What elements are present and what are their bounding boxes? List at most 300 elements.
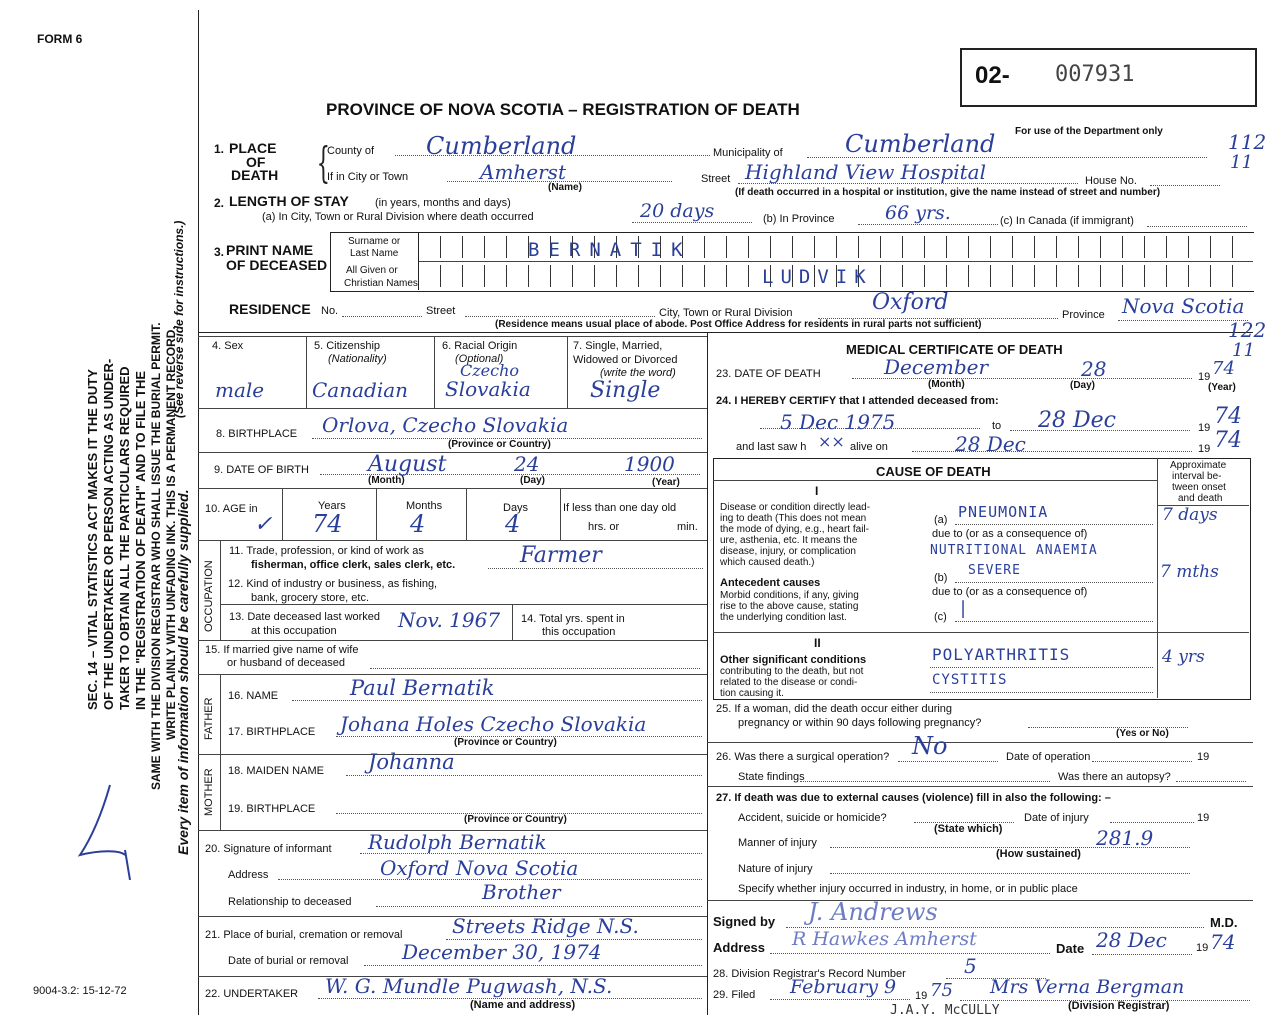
side-instruction-8: (See reverse side for instructions.) [172,220,186,418]
city-name-note: (Name) [548,182,582,193]
side-instruction-7: Every item of information should be carefully supplied. [175,489,191,855]
operation-date-line [1092,761,1192,762]
name-cell [572,265,573,287]
city-label: If in City or Town [327,171,409,183]
cause-a-line [955,524,1153,525]
interval-label-4: and death [1178,493,1223,504]
residence-province-label: Province [1062,309,1105,321]
nature-line [830,873,1190,874]
father-birthplace-value: Johana Holes Czecho Slovakia [340,712,647,736]
dob-day-note: (Day) [520,475,546,486]
attended-from: 5 Dec 1975 [780,410,896,434]
death-date-label: 23. DATE OF DEATH [716,368,821,380]
signoff-address-line [770,953,1050,954]
name-cell [638,265,639,287]
dept-mark-2: 11 [1230,152,1253,173]
undertaker-note: (Name and address) [470,999,576,1011]
manner-label: Manner of injury [738,837,817,849]
burial-date-value: December 30, 1974 [402,940,602,964]
signoff-address: R Hawkes Amherst [792,928,977,950]
age-label: 10. AGE in [205,503,258,515]
stay-sub: (in years, months and days) [375,197,511,209]
attended-label: 24. I HEREBY CERTIFY that I attended deceased from: [716,395,999,407]
cause-a-interval: 7 days [1162,505,1218,525]
cause-header: CAUSE OF DEATH [876,464,991,479]
row10-top [198,488,707,489]
record-label: 28. Division Registrar's Record Number [713,968,906,980]
age-div1 [282,488,283,540]
given-value: LUDVIK [762,266,873,288]
name-cell [946,265,947,287]
burial-place-label: 21. Place of burial, cremation or removal [205,929,403,941]
age-check: ✓ [254,512,273,537]
marital-label-2: Widowed or Divorced [573,354,678,366]
mother-birthplace-label: 19. BIRTHPLACE [228,803,316,815]
place-num: 1. [214,142,225,156]
spouse-line [370,668,700,669]
name-cell [1166,236,1167,258]
registrar-signature: Mrs Verna Bergman [990,976,1185,998]
residence-province-line [1118,320,1248,321]
mother-maiden-label: 18. MAIDEN NAME [228,765,324,777]
nature-label: Nature of injury [738,863,813,875]
specify-label: Specify whether injury occurred in industry, in home, or in public place [738,883,1078,895]
signoff-date: 28 Dec [1096,928,1167,952]
interval-label-3: tween onset [1172,482,1226,493]
death-yr-prefix: 19 [1198,371,1211,383]
filed-yr: 75 [930,980,953,1001]
left-border [198,10,199,1015]
division-registrar-note: (Division Registrar) [1068,1000,1170,1012]
place-brace: { [316,138,331,187]
residence-no-label: No. [321,305,339,317]
name-cell [1100,265,1101,287]
cause-b-interval: 7 mths [1160,562,1219,582]
citizenship-value: Canadian [312,378,409,402]
cause-due-2: due to (or as a consequence of) [932,586,1088,598]
alive-date: 28 Dec [955,432,1026,456]
surgery-label: 26. Was there a surgical operation? [716,751,890,763]
pregnancy-label-1: 25. If a woman, did the death occur either during [716,703,953,715]
hrs-label: hrs. or [588,521,620,533]
last-saw-label: and last saw h [736,441,807,453]
other-line-2 [930,692,1153,693]
attended-from-line [760,428,980,429]
name-cell [1144,265,1145,287]
side-instruction-2: OF THE UNDERTAKER OR PERSON ACTING AS UNDER- [101,358,116,710]
spouse-label-1: 15. If married give name of wife [205,644,359,656]
death-year-note: (Year) [1208,382,1236,393]
signoff-date-line [1092,954,1192,955]
years-label: Years [318,500,346,512]
relationship-label: Relationship to deceased [228,896,352,908]
cause-a-label: (a) [934,514,948,526]
external-label: 27. If death was due to external causes (violence) fill in also the following: – [716,792,1111,804]
sex-value: male [215,378,265,402]
mother-birthplace-note: (Province or Country) [464,814,567,825]
birthplace-label: 8. BIRTHPLACE [216,428,298,440]
burial-date-label: Date of burial or removal [228,955,349,967]
father-name-line [292,700,702,701]
accident-label: Accident, suicide or homicide? [738,812,887,824]
residence-no-line [342,316,422,317]
antecedent-label-3: rise to the above cause, stating [720,601,859,612]
injury-date-line [1110,822,1194,823]
row4-div1 [306,336,307,408]
birthplace-note: (Province or Country) [448,439,551,450]
father-top [198,674,707,675]
cause-c-label: (c) [934,611,947,623]
interval-label-2: interval be- [1172,471,1222,482]
dept-use-label: For use of the Department only [1015,126,1163,137]
name-cell [968,265,969,287]
name-cell [1144,236,1145,258]
marital-label-1: 7. Single, Married, [573,340,663,352]
name-cell [968,236,969,258]
form-title: PROVINCE OF NOVA SCOTIA – REGISTRATION OF DEATH [326,100,800,119]
county-value: Cumberland [426,132,577,160]
death-day-note: (Day) [1070,380,1096,391]
name-cell [836,236,837,258]
name-cell [550,265,551,287]
medical-header: MEDICAL CERTIFICATE OF DEATH [846,342,1063,357]
stay-a-value: 20 days [640,200,715,222]
part-one: I [815,484,819,498]
residence-city-label: City, Town or Rural Division [659,307,793,319]
burial-date-line [364,965,702,966]
hospital-note: (If death occurred in a hospital or institution, give the name instead of street and number) [735,187,1161,198]
findings-label: State findings [738,771,805,783]
signed-by-signature: J. Andrews [808,898,938,926]
name-cell [1232,265,1233,287]
signoff-yr: 74 [1210,930,1236,954]
less-label: If less than one day old [563,502,677,514]
stay-c-label: (c) In Canada (if immigrant) [1000,215,1134,227]
stay-a-label: (a) In City, Town or Rural Division where death occurred [262,211,534,223]
house-label: House No. [1085,175,1137,187]
name-label-2: OF DECEASED [226,257,328,273]
name-cell [1210,265,1211,287]
father-side-div [220,674,221,754]
manner-value: 281.9 [1096,826,1154,850]
name-cell [946,236,947,258]
name-cell [770,236,771,258]
name-box-div [418,232,419,290]
father-birthplace-note: (Province or Country) [454,737,557,748]
name-cell [1012,265,1013,287]
surgery-line [898,761,998,762]
name-cell [1034,236,1035,258]
name-cell [484,236,485,258]
residence-note: (Residence means usual place of abode. Post Office Address for residents in rural parts not sufficient) [495,319,982,330]
name-cell [1122,265,1123,287]
given-label-1: All Given or [346,265,398,276]
signoff-date-label: Date [1056,941,1085,956]
total-years-label-2: this occupation [542,626,616,638]
disease-label-2: ing to death (This does not mean [720,513,867,524]
row4-top [198,336,707,337]
undertaker-label: 22. UNDERTAKER [205,988,299,1000]
other-label-3: related to the disease or condi- [720,677,858,688]
relationship-line [376,906,702,907]
signoff-top [707,900,1253,901]
informant-address: Oxford Nova Scotia [380,856,579,880]
part-two: II [814,636,821,650]
dob-year-note: (Year) [652,477,680,488]
residence-street-label: Street [426,305,456,317]
last-worked-label-1: 13. Date deceased last worked [229,611,381,623]
street-value: Highland View Hospital [745,160,986,184]
antecedent-label-4: the underlying condition last. [720,612,847,623]
name-cell [1078,265,1079,287]
industry-label-2: bank, grocery store, etc. [251,592,369,604]
name-cell [1100,236,1101,258]
row8-top [198,408,707,409]
filed-yr-prefix: 19 [915,990,928,1002]
undertaker-value: W. G. Mundle Pugwash, N.S. [325,974,613,998]
name-cell [1034,265,1035,287]
mother-side: MOTHER [203,768,215,816]
father-name-value: Paul Bernatik [350,676,495,700]
name-cell [990,236,991,258]
surname-label-1: Surname or [348,236,401,247]
disease-label-4: ure, asthenia, etc. It means the [720,535,858,546]
other-label-1: Other significant conditions [720,654,867,666]
signoff-yr-prefix: 19 [1196,942,1209,954]
name-cell [440,265,441,287]
min-label: min. [677,521,698,533]
father-side: FATHER [203,697,215,740]
surname-value: BERNATIK [528,239,692,261]
side-instruction-3: TAKER TO OBTAIN ALL THE PARTICULARS REQUIRED [117,366,132,710]
name-cell [704,236,705,258]
disease-label-5: disease, injury, or complication [720,546,856,557]
attended-to-line [1010,430,1190,431]
dob-day: 24 [514,452,540,476]
name-cell [1188,265,1189,287]
attended-to-label: to [992,420,1002,432]
age-div2 [376,488,377,540]
stay-b-label: (b) In Province [763,213,835,225]
alive-on-label: alive on [850,441,888,453]
cause-c-mark: | [960,598,967,619]
dept-mark-1: 112 [1228,130,1267,154]
state-which-note: (State which) [934,823,1003,835]
cause-interval-div [1157,458,1158,698]
residence-province-value: Nova Scotia [1122,294,1245,318]
name-cell [858,236,859,258]
reg-number: 007931 [1055,62,1135,87]
mother-maiden-line [346,775,702,776]
municipality-value: Cumberland [845,130,996,158]
attended-yr-prefix: 19 [1198,422,1211,434]
disease-label-1: Disease or condition directly lead- [720,502,871,513]
city-value: Amherst [480,160,566,184]
occupation-side-div [220,540,221,640]
name-cell [924,236,925,258]
father-birthplace-label: 17. BIRTHPLACE [228,726,316,738]
findings-line [800,781,1050,782]
side-instruction-1: SEC. 14 – VITAL STATISTICS ACT MAKES IT THE DUTY [85,369,100,710]
row4-div2 [434,336,435,408]
form-code: 9004-3.2: 15-12-72 [33,985,127,997]
days-label: Days [503,502,529,514]
name-cell [990,265,991,287]
operation-date-label: Date of operation [1006,751,1091,763]
occupation-top [198,540,707,541]
months-label: Months [406,500,443,512]
reg-prefix: 02- [975,62,1010,89]
residence-city-value: Oxford [872,290,949,315]
name-cell [1122,236,1123,258]
stay-num: 2. [214,196,225,210]
age-div3 [466,488,467,540]
dept-mark-3: 122 [1228,318,1267,342]
sex-label: 4. Sex [212,340,244,352]
name-cell [484,265,485,287]
stay-b-line [858,224,998,225]
mother-side-div [220,754,221,830]
name-cell [462,236,463,258]
place-label-1: PLACE [229,140,277,156]
side-instruction-5: SAME WITH THE DIVISION REGISTRAR WHO SHALL ISSUE THE BURIAL PERMIT. [149,322,163,790]
residence-label: RESIDENCE [229,301,311,317]
age-days: 4 [505,510,521,538]
dob-month: August [368,452,447,477]
row26-top [707,742,1253,743]
name-cell [880,265,881,287]
injury-date-label: Date of injury [1024,812,1089,824]
dob-label: 9. DATE OF BIRTH [214,464,309,476]
alive-yr-prefix: 19 [1198,443,1211,455]
name-cell [440,236,441,258]
cause-b-label: (b) [934,572,948,584]
other-condition-1: POLYARTHRITIS [932,645,1071,664]
street-label: Street [701,173,731,185]
county-label: County of [327,145,375,157]
spouse-label-2: or husband of deceased [227,657,346,669]
name-cell [1056,265,1057,287]
name-cell [726,236,727,258]
municipality-label: Municipality of [713,147,783,159]
place-label-3: DEATH [231,167,279,183]
place-label-2: OF [246,154,266,170]
race-label-1: 6. Racial Origin [442,340,518,352]
house-line [1150,185,1220,186]
row13-top [220,604,707,605]
attended-to-year: 74 [1214,404,1242,429]
filed-line [770,999,910,1000]
alive-on-line [912,451,1192,452]
antecedent-label-2: Morbid conditions, if any, giving [720,590,859,601]
death-month: December [884,355,989,379]
industry-label-1: 12. Kind of industry or business, as fishing, [228,578,438,590]
death-day: 28 [1081,357,1107,381]
other-label-4: tion causing it. [720,688,784,699]
total-years-label-1: 14. Total yrs. spent in [521,613,625,625]
trade-line [488,568,703,569]
surname-label-2: Last Name [350,248,399,259]
disease-label-6: which caused death.) [720,557,815,568]
burial-place-value: Streets Ridge N.S. [452,914,639,938]
other-label-2: contributing to the death, but not [720,666,864,677]
name-cell [1232,236,1233,258]
name-cell [814,236,815,258]
stay-label: LENGTH OF STAY [229,193,349,209]
race-value-2: Slovakia [445,377,531,401]
dob-month-note: (Month) [368,475,405,486]
side-instruction-6: WRITE PLAINLY WITH UNFADING INK. THIS IS A PERMANENT RECORD. [164,326,178,740]
name-cell [704,265,705,287]
trade-label-1: 11. Trade, profession, or kind of work as [229,545,424,557]
name-cell [1166,265,1167,287]
name-cell [682,265,683,287]
name-cell [1210,236,1211,258]
dept-mark-4: 11 [1232,340,1255,361]
mother-maiden-value: Johanna [368,750,455,774]
residence-street-line [465,316,655,317]
name-num: 3. [214,245,225,259]
form-label: FORM 6 [37,32,83,46]
name-cell [1078,236,1079,258]
surgery-value: No [912,732,948,760]
row13-div [512,604,513,640]
name-cell [506,236,507,258]
yesno-note: (Yes or No) [1116,728,1169,739]
citizenship-label-2: (Nationality) [328,353,387,365]
name-cell [748,265,749,287]
name-cell [660,265,661,287]
other-condition-1-interval: 4 yrs [1162,647,1205,667]
name-label-1: PRINT NAME [226,242,314,258]
occupation-side: OCCUPATION [203,560,215,632]
side-instruction-4: IN THE "REGISTRATION OF DEATH" AND TO FILE THE [133,370,148,710]
pregnancy-label-2: pregnancy or within 90 days following pregnancy? [738,717,982,729]
md-label: M.D. [1210,915,1238,930]
registrar-stamp: J.A.Y. McCULLY [890,1003,1000,1018]
father-name-label: 16. NAME [228,690,279,702]
trade-value: Farmer [520,543,602,568]
informant-address-label: Address [228,869,269,881]
divider-personal [198,332,1253,333]
name-cell [924,265,925,287]
interval-label-1: Approximate [1170,460,1227,471]
death-year: 74 [1212,358,1235,379]
injury-yr-prefix: 19 [1197,812,1210,824]
race-label-2: (Optional) [455,353,504,365]
name-cell [1056,236,1057,258]
relationship-value: Brother [482,880,561,904]
stay-b-value: 66 yrs. [885,202,951,224]
given-label-2: Christian Names [344,278,418,289]
name-cell [902,265,903,287]
cause-b-value-2: SEVERE [968,563,1021,578]
cause-a-value: PNEUMONIA [958,503,1049,521]
antecedent-label-1: Antecedent causes [720,577,821,589]
name-cell [462,265,463,287]
name-cell [616,265,617,287]
last-worked-value: Nov. 1967 [398,608,501,632]
trade-label-2: fisherman, office clerk, sales clerk, etc. [251,559,456,571]
attended-to: 28 Dec [1038,408,1116,433]
autopsy-line [1176,781,1246,782]
signoff-address-label: Address [713,940,766,955]
how-note: (How sustained) [996,848,1081,860]
age-years: 74 [312,510,343,538]
name-cell [1188,236,1189,258]
marital-label-3: (write the word) [600,367,676,379]
stay-c-line [1147,226,1247,227]
